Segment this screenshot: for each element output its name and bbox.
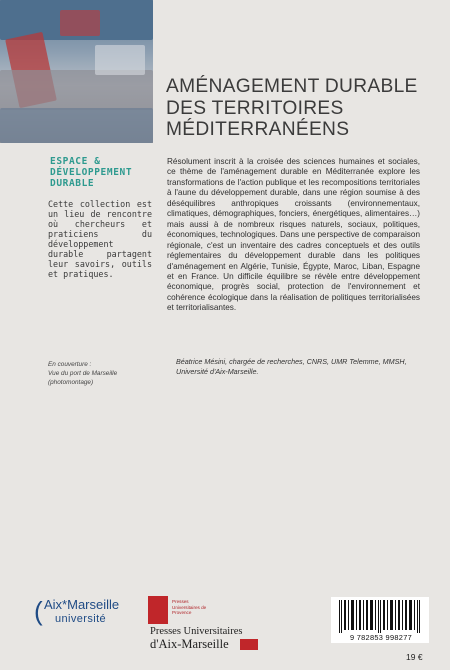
title-line-2: DES TERRITOIRES (166, 97, 344, 119)
collection-description: Cette collection est un lieu de rencontre où chercheurs et praticiens du développement durable partagent leur savoirs, outils et pratiques. (48, 199, 152, 279)
credit-label: En couverture : (48, 361, 92, 368)
cover-credit (48, 360, 158, 387)
photo-water (0, 108, 153, 143)
pup-tab-icon (240, 639, 258, 650)
cover-photo (0, 0, 153, 143)
pup-logo (148, 596, 258, 656)
credit-note: (photomontage) (48, 379, 94, 386)
pup-name-line2: d'Aix-Marseille (150, 637, 229, 651)
pup-small-text: Presses Universitaires de Provence (172, 599, 207, 615)
author-note (176, 357, 426, 376)
pup-mark-icon (148, 596, 168, 624)
price-label: 19 € (406, 652, 423, 662)
photo-light (95, 45, 145, 75)
isbn-barcode (331, 597, 429, 643)
title-line-3: MÉDITERRANÉENS (166, 119, 350, 140)
author-affiliation: chargée de recherches, CNRS, UMR Telemme, MMSH, Université d'Aix-Marseille. (176, 357, 407, 376)
title-line-1: AMÉNAGEMENT DURABLE (166, 76, 418, 97)
photo-buildings (0, 70, 153, 110)
amu-logo (34, 597, 142, 629)
book-summary: Résolument inscrit à la croisée des sciences humaines et sociales, ce thème de l'aménagement durable en Méditerranée explore les transformations de l'action publique et les recompositions territoriales à l'aune du développement durable, dans une région soumise à des déséquilibres anthropiques croissants (environnementaux, climatiques, démographiques, fonciers, énergétiques, alimentaires…) mais aussi à de nombreux risques naturels, sociaux, politiques, économiques, technologiques. Dans une perspective de comparaison régionale, c'est un inventaire des cadres conceptuels et des outils réglementaires du développement durable dans les politiques d'aménagement en Algérie, Tunisie, Égypte, Maroc, Liban, Espagne et en France. Un difficile équilibre se révèle entre développement économique, progrès social, protection de l'environnement et cohérence écologique dans la réalisation de politiques territorialisées et territorialisantes. (167, 157, 420, 313)
book-title (166, 76, 441, 141)
barcode-icon (339, 600, 421, 633)
collection-name: ESPACE & DÉVELOPPEMENT DURABLE (50, 156, 133, 189)
author-name: Béatrice Mésini, (176, 357, 228, 366)
amu-bracket-icon: ( (34, 596, 43, 626)
credit-caption: Vue du port de Marseille (48, 370, 118, 377)
photo-flag (60, 10, 100, 36)
amu-logo-subtitle: université (55, 613, 107, 625)
amu-logo-name: Aix*Marseille (44, 597, 120, 612)
pup-name-line1: Presses Universitaires (150, 626, 243, 637)
isbn-digits: 9 782853 998277 (349, 633, 413, 642)
